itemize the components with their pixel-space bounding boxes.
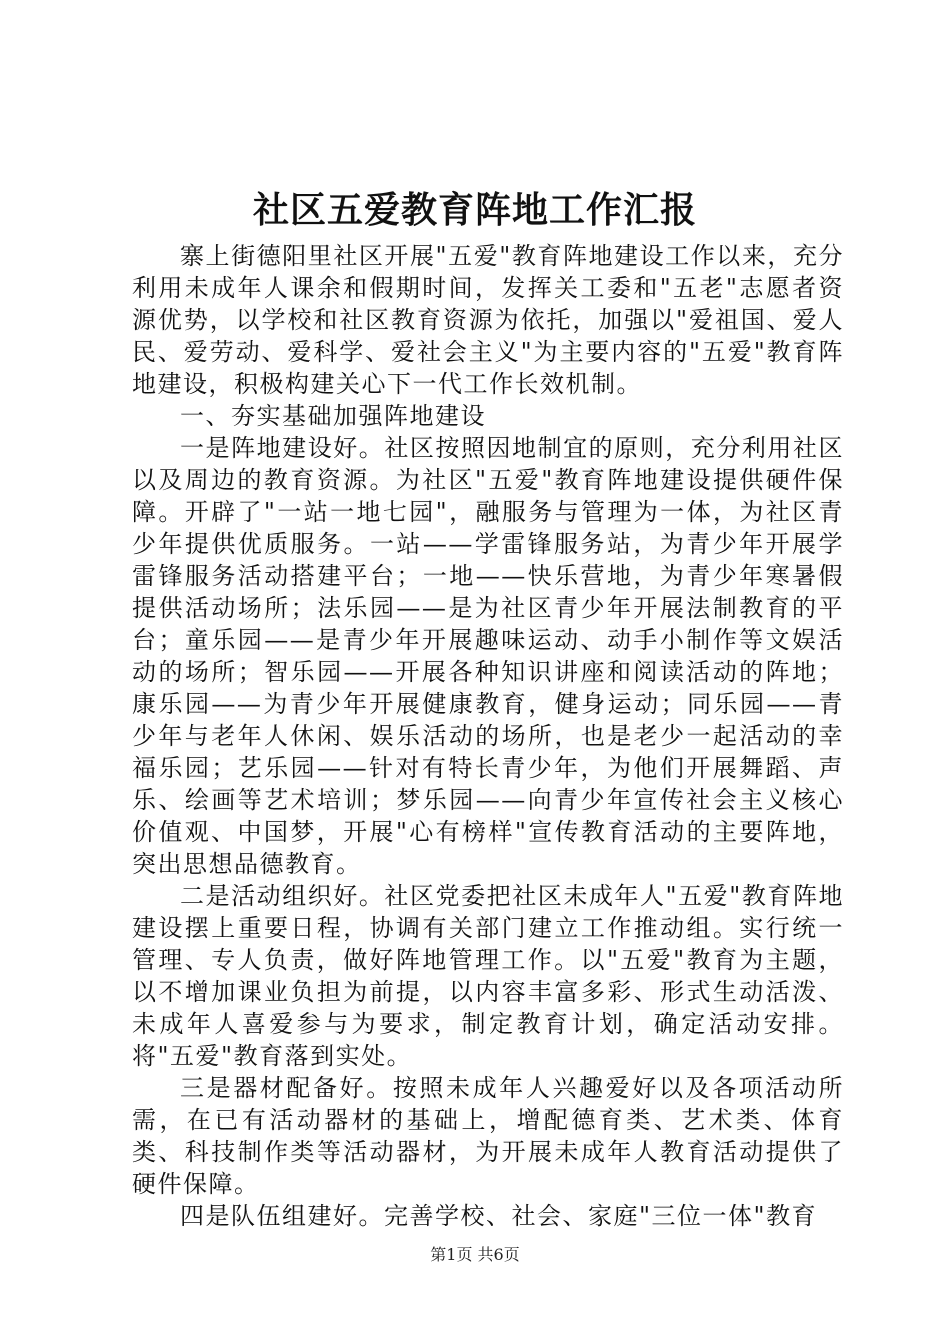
document-title: 社区五爱教育阵地工作汇报 xyxy=(252,189,697,231)
section-heading: 一、夯实基础加强阵地建设 xyxy=(180,402,486,430)
paragraph-team-building: 四是队伍组建好。完善学校、社会、家庭"三位一体"教育 xyxy=(180,1202,818,1230)
document-body xyxy=(132,240,844,1232)
paragraph-site-construction: 一是阵地建设好。社区按照因地制宜的原则，充分利用社区以及周边的教育资源。为社区"五爱"教育阵地建设提供硬件保障。开辟了"一站一地七园"，融服务与管理为一体，为社区青少年提供优质服务。一站——学雷锋服务站，为青少年开展学雷锋服务活动搭建平台；一地——快乐营地，为青少年寒暑假提供活动场所；法乐园——是为社区青少年开展法制教育的平台；童乐园——是青少年开展趣味运动、动手小制作等文娱活动的场所；智乐园——开展各种知识讲座和阅读活动的阵地；康乐园——为青少年开展健康教育，健身运动；同乐园——青少年与老年人休闲、娱乐活动的场所，也是老少一起活动的幸福乐园；艺乐园——针对有特长青少年，为他们开展舞蹈、声乐、绘画等艺术培训；梦乐园——向青少年宣传社会主义核心价值观、中国梦，开展"心有榜样"宣传教育活动的主要阵地，突出思想品德教育。 xyxy=(132,434,844,878)
intro-paragraph: 寨上街德阳里社区开展"五爱"教育阵地建设工作以来，充分利用未成年人课余和假期时间，发挥关工委和"五老"志愿者资源优势，以学校和社区教育资源为依托，加强以"爱祖国、爱人民、爱劳动、爱科学、爱社会主义"为主要内容的"五爱"教育阵地建设，积极构建关心下一代工作长效机制。 xyxy=(132,242,844,398)
paragraph-equipment: 三是器材配备好。按照未成年人兴趣爱好以及各项活动所需，在已有活动器材的基础上，增配德育类、艺术类、体育类、科技制作类等活动器材，为开展未成年人教育活动提供了硬件保障。 xyxy=(132,1074,844,1198)
page-footer: 第1页 共6页 xyxy=(430,1245,520,1264)
paragraph-activity-organization: 二是活动组织好。社区党委把社区未成年人"五爱"教育阵地建设摆上重要日程，协调有关部门建立工作推动组。实行统一管理、专人负责，做好阵地管理工作。以"五爱"教育为主题，以不增加课业负担为前提，以内容丰富多彩、形式生动活泼、未成年人喜爱参与为要求，制定教育计划，确定活动安排。将"五爱"教育落到实处。 xyxy=(132,882,844,1070)
